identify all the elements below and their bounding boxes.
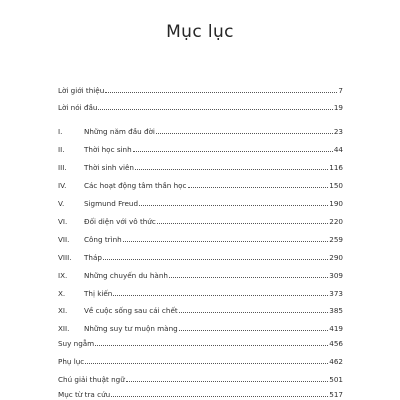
toc-chapter-3 [58, 160, 343, 172]
toc-entry-label: Lời nói đầu [58, 103, 98, 112]
toc-entry-label: Những năm đầu đời [84, 127, 155, 136]
chapter-number: XII. [58, 324, 70, 333]
toc-entry-label: Công trình [84, 235, 122, 244]
toc-entry-page: 220 [329, 217, 343, 226]
toc-chapter-7 [58, 232, 343, 244]
toc-entry-back-2 [58, 354, 343, 366]
chapter-number: X. [58, 289, 66, 298]
toc-entry-label: Chú giải thuật ngữ [58, 375, 125, 384]
toc-entry-page: 385 [329, 306, 343, 315]
toc-entry-label: Thời học sinh [84, 145, 132, 154]
toc-entry-label: Lời giới thiệu [58, 86, 105, 95]
toc-chapter-12 [58, 321, 343, 333]
toc-chapter-4 [58, 178, 343, 190]
toc-chapter-2 [58, 142, 343, 154]
toc-chapter-6 [58, 214, 343, 226]
toc-entry-label: Đối diện với vô thức [84, 217, 156, 226]
toc-entry-page: 44 [333, 145, 343, 154]
chapter-number: IV. [58, 181, 67, 190]
toc-entry-page: 419 [329, 324, 343, 333]
toc-entry-page: 190 [329, 199, 343, 208]
dot-leader [179, 330, 329, 331]
dot-leader [103, 259, 328, 260]
toc-chapter-8 [58, 250, 343, 262]
toc-entry-page: 19 [333, 103, 343, 112]
toc-entry-page: 462 [329, 357, 343, 366]
toc-entry-page: 309 [329, 271, 343, 280]
dot-leader [113, 295, 328, 296]
dot-leader [85, 363, 328, 364]
dot-leader [111, 396, 328, 397]
toc-entry-page: 456 [329, 339, 343, 348]
toc-entry-label: Sigmund Freud [84, 199, 139, 208]
toc-entry-back-3 [58, 372, 343, 384]
dot-leader [179, 312, 329, 313]
toc-entry-label: Thị kiến [84, 289, 113, 298]
toc-chapter-11 [58, 303, 343, 315]
toc-entry-page: 501 [329, 375, 343, 384]
toc-chapter-5 [58, 196, 343, 208]
chapter-number: III. [58, 163, 67, 172]
toc-entry-page: 259 [329, 235, 343, 244]
toc-chapter-10 [58, 286, 343, 298]
toc-entry-front-2 [58, 100, 343, 112]
toc-entry-label: Phụ lục [58, 357, 85, 366]
toc-entry-label: Thời sinh viên [84, 163, 134, 172]
dot-leader [95, 345, 328, 346]
chapter-number: VI. [58, 217, 68, 226]
dot-leader [139, 205, 328, 206]
dot-leader [157, 223, 328, 224]
dot-leader [188, 187, 329, 188]
chapter-number: II. [58, 145, 65, 154]
toc-entry-page: 373 [329, 289, 343, 298]
toc-entry-page: 23 [333, 127, 343, 136]
toc-chapter-1 [58, 124, 343, 136]
chapter-number: VII. [58, 235, 70, 244]
dot-leader [126, 381, 329, 382]
chapter-number: IX. [58, 271, 68, 280]
toc-entry-page: 7 [338, 86, 343, 95]
toc-entry-page: 116 [329, 163, 343, 172]
dot-leader [169, 277, 328, 278]
toc-entry-label: Các hoạt động tâm thần học [84, 181, 187, 190]
toc-entry-back-1 [58, 336, 343, 348]
toc-entry-front-1 [58, 83, 343, 95]
toc-chapter-9 [58, 268, 343, 280]
toc-entry-label: Mục từ tra cứu [58, 390, 111, 399]
toc-entry-label: Những suy tư muộn màng [84, 324, 178, 333]
toc-entry-label: Tháp [84, 253, 102, 262]
toc-entry-label: Những chuyến du hành [84, 271, 168, 280]
page-title: Mục lục [166, 22, 234, 42]
dot-leader [123, 241, 329, 242]
dot-leader [98, 109, 332, 110]
dot-leader [133, 151, 333, 152]
toc-entry-page: 290 [329, 253, 343, 262]
toc-entry-label: Về cuộc sống sau cái chết [84, 306, 178, 315]
dot-leader [156, 133, 333, 134]
toc-entry-page: 150 [329, 181, 343, 190]
toc-entry-page: 517 [329, 390, 343, 399]
toc-entry-back-4 [58, 387, 343, 399]
dot-leader [105, 92, 337, 93]
chapter-number: V. [58, 199, 65, 208]
chapter-number: VIII. [58, 253, 72, 262]
dot-leader [135, 169, 328, 170]
chapter-number: I. [58, 127, 63, 136]
toc-entry-label: Suy ngẫm [58, 339, 95, 348]
chapter-number: XI. [58, 306, 68, 315]
